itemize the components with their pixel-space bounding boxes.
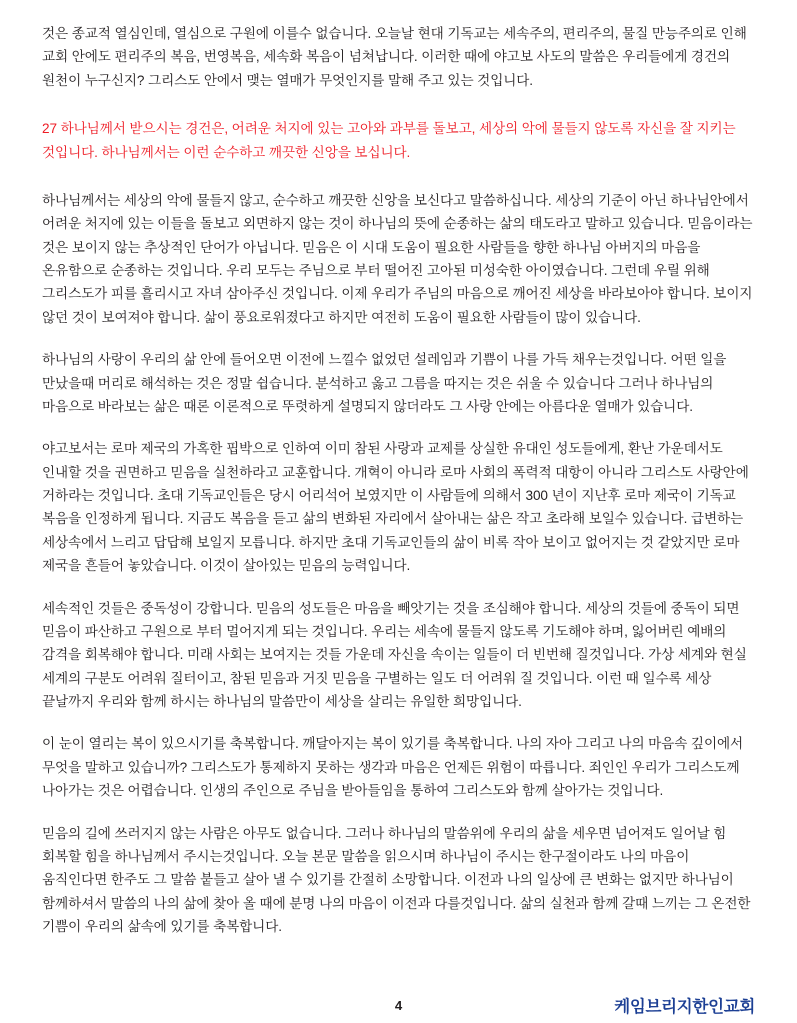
church-name-logo: 케임브리지한인교회 bbox=[614, 998, 755, 1016]
paragraph: 세속적인 것들은 중독성이 강합니다. 믿음의 성도들은 마음을 빼앗기는 것을 조심해야 합니다. 세상의 것들에 중독이 되면 믿음이 파산하고 구원으로 부터 멀어지게 되는 것입니다. 우리는 세속에 물들지 않도록 기도해야 하며, 잃어버린 예배의 감격을 회복해야 합니다. 미래 사회는 보여지는 것들 가운데 자신을 속이는 일들이 더 빈번해 질것입니다. 가상 세계와 현실 세계의 구분도 어려워 질터이고, 참된 믿음과 거짓 믿음을 구별하는 일도 더 어려워 질 것입니다. 이런 때 일수록 세상 끝날까지 우리와 함께 하시는 하나님의 말씀만이 세상을 살리는 유일한 희망입니다. bbox=[42, 600, 747, 709]
paragraph: 하나님의 사랑이 우리의 삶 안에 들어오면 이전에 느낄수 없었던 설레임과 기쁨이 나를 가득 채우는것입니다. 어떤 일을 만났을때 머리로 해석하는 것은 정말 쉽습니다. 분석하고 옳고 그름을 따지는 것은 쉬울 수 있습니다 그러나 하나님의 마음으로 바라보는 삶은 때론 이론적으로 뚜렷하게 설명되지 않더라도 그 사랑 안에는 아름다운 열매가 있습니다. bbox=[42, 352, 727, 414]
paragraph: 이 눈이 열리는 복이 있으시기를 축복합니다. 깨달아지는 복이 있기를 축복합니다. 나의 자아 그리고 나의 마음속 깊이에서 무엇을 말하고 있습니까? 그리스도가 통제하지 못하는 생각과 마음은 언제든 위험이 따릅니다. 죄인인 우리가 그리스도께 나아가는 것은 어렵습니다. 인생의 주인으로 주님을 받아들임을 통하여 그리스도와 함께 살아가는 것입니다. bbox=[42, 736, 744, 799]
page-number: 4 bbox=[394, 998, 403, 1013]
paragraph: 하나님께서는 세상의 악에 물들지 않고, 순수하고 깨끗한 신앙을 보신다고 말씀하십니다. 세상의 기준이 아닌 하나님안에서 어려운 처지에 있는 이들을 돌보고 외면하지 않는 것이 하나님의 뜻에 순종하는 삶의 태도라고 말하고 있습니다. 믿음이라는 것은 보이지 않는 추상적인 단어가 아닙니다. 믿음은 이 시대 도움이 필요한 사람들을 향한 하나님 아버지의 마음을 온유함으로 순종하는 것입니다. 우리 모두는 주님으로 부터 떨어진 고아된 미성숙한 아이였습니다. 그런데 우릴 위해 그리스도가 피를 흘리시고 자녀 삼아주신 것입니다. 이제 우리가 주님의 마음으로 깨어진 세상을 바라보아야 합니다. 보이지 않던 것이 보여져야 합니다. 삶이 풍요로워졌다고 하지만 여전히 도움이 필요한 사람들이 많이 있습니다. bbox=[42, 192, 753, 325]
document-body bbox=[42, 22, 755, 952]
scripture-verse-27: 27 하나님께서 받으시는 경건은, 어려운 처지에 있는 고아와 과부를 돌보고, 세상의 악에 물들지 않도록 자신을 잘 지키는 것입니다. 하나님께서는 이런 순수하고 깨끗한 신앙을 보십니다. bbox=[42, 121, 736, 160]
paragraph: 것은 종교적 열심인데, 열심으로 구원에 이를수 없습니다. 오늘날 현대 기독교는 세속주의, 편리주의, 물질 만능주의로 인해 교회 안에도 편리주의 복음, 번영복음, 세속화 복음이 넘쳐납니다. 이러한 때에 야고보 사도의 말씀은 우리들에게 경건의 원천이 누구신지? 그리스도 안에서 맺는 열매가 무엇인지를 말해 주고 있는 것입니다. bbox=[42, 26, 747, 88]
paragraph: 야고보서는 로마 제국의 가혹한 핍박으로 인하여 이미 참된 사랑과 교제를 상실한 유대인 성도들에게, 환난 가운데서도 인내할 것을 권면하고 믿음을 실천하라고 교훈합니다. 개혁이 아니라 로마 사회의 폭력적 대항이 아니라 그리스도 사랑안에 거하라는 것입니다. 초대 기독교인들은 당시 어리석어 보였지만 이 사람들에 의해서 300 년이 지난후 로마 제국이 기독교 복음을 인정하게 됩니다. 지금도 복음을 듣고 삶의 변화된 자리에서 살아내는 삶은 작고 초라해 보일수 있습니다. 급변하는 세상속에서 느리고 답답해 보일지 모릅니다. 하지만 초대 기독교인들의 삶이 비록 작아 보이고 없어지는 것 같았지만 로마 제국을 흔들어 놓았습니다. 이것이 살아있는 믿음의 능력입니다. bbox=[42, 441, 749, 574]
paragraph: 믿음의 길에 쓰러지지 않는 사람은 아무도 없습니다. 그러나 하나님의 말씀위에 우리의 삶을 세우면 넘어져도 일어날 힘 회복할 힘을 하나님께서 주시는것입니다. 오늘 본문 말씀을 읽으시며 하나님이 주시는 한구절이라도 나의 마음이 움직인다면 한주도 그 말씀 붙들고 살아 낼 수 있기를 간절히 소망합니다. 이전과 나의 일상에 큰 변화는 없지만 하나님이 함께하셔서 말씀의 나의 삶에 찾아 올 때에 분명 나의 마음이 이전과 다를것입니다. 삶의 실천과 함께 갈때 느끼는 그 온전한 기쁨이 우리의 삶속에 있기를 축복합니다. bbox=[42, 825, 751, 934]
